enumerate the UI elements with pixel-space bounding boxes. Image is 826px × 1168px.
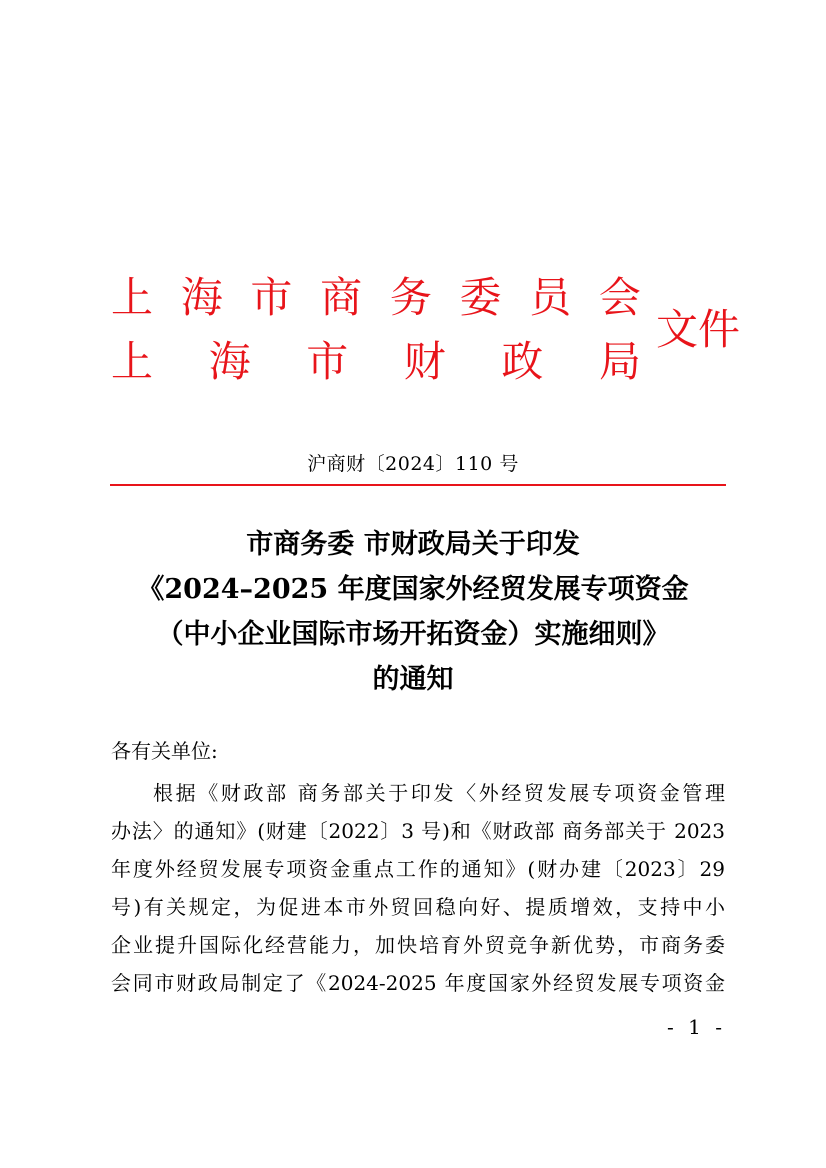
document-title [80,522,746,702]
issuer-char: 上 [111,337,154,386]
body-line: 年度外经贸发展专项资金重点工作的通知》(财办建〔2023〕29 [111,857,725,881]
title-line: 《2024–2025 年度国家外经贸发展专项资金 [137,574,689,605]
issuer-char: 务 [389,273,432,322]
page-number: - 1 - [667,1015,726,1039]
issuer-char: 委 [459,273,502,322]
issuer-char: 市 [306,337,349,386]
issuer-line-commerce-commission [111,272,641,324]
title-line: 的通知 [372,664,454,695]
issuer-char: 市 [250,273,293,322]
body-paragraph [111,774,725,1002]
issuer-char: 员 [529,273,572,322]
issuer-char: 政 [501,337,544,386]
body-line: 企业提升国际化经营能力，加快培育外贸竞争新优势，市商务委 [111,933,725,957]
issuer-line-finance-bureau [111,336,641,388]
body-line: 办法〉的通知》(财建〔2022〕3 号)和《财政部 商务部关于 2023 [111,819,725,843]
red-divider-line [110,484,726,486]
body-line: 号)有关规定，为促进本市外贸回稳向好、提质增效，支持中小 [111,895,725,919]
issuer-char: 海 [208,337,251,386]
body-line: 会同市财政局制定了《2024-2025 年度国家外经贸发展专项资金 [111,971,725,995]
issuer-char: 局 [598,337,641,386]
issuer-char: 海 [180,273,223,322]
issuer-char: 上 [111,273,154,322]
issuer-char: 会 [598,273,641,322]
body-line: 根据《财政部 商务部关于印发〈外经贸发展专项资金管理 [153,781,725,805]
salutation: 各有关单位: [111,739,218,763]
issuer-char: 财 [403,337,446,386]
document-suffix: 文件 [656,305,741,354]
document-number: 沪商财〔2024〕110 号 [307,453,519,475]
title-line: （中小企业国际市场开拓资金）实施细则》 [156,619,670,650]
title-line: 市商务委 市财政局关于印发 [246,529,580,560]
issuer-char: 商 [320,273,363,322]
